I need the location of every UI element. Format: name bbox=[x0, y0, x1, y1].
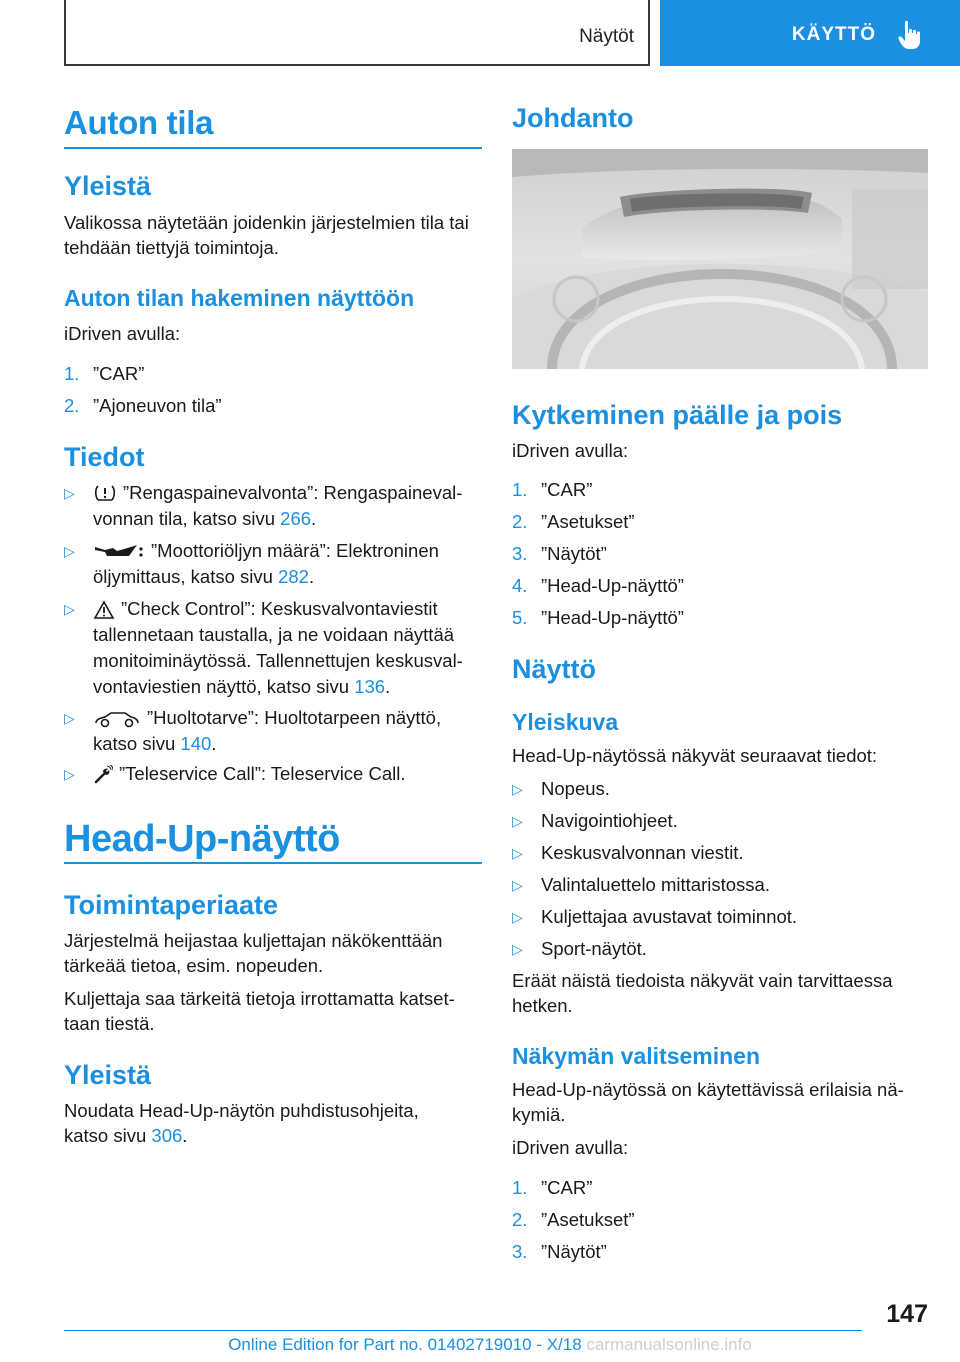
bullet-triangle-icon: ▷ bbox=[512, 877, 523, 893]
list-item: ▷ Kuljettajaa avustavat toiminnot. bbox=[512, 904, 928, 930]
header-chapter-tab bbox=[660, 0, 960, 66]
list-item: 2. ”Asetukset” bbox=[512, 1209, 635, 1230]
footer-edition: Online Edition for Part no. 01402719010 - X/18 carmanualsonline.info bbox=[228, 1335, 752, 1354]
fetch-intro: iDriven avulla: bbox=[64, 323, 181, 344]
page-link[interactable]: 306 bbox=[151, 1125, 183, 1146]
footer-rule bbox=[64, 1330, 862, 1331]
service-car-icon bbox=[93, 709, 141, 729]
oil-can-icon bbox=[93, 543, 145, 561]
list-item: ▷ Navigointiohjeet. bbox=[512, 808, 928, 834]
page-link[interactable]: 136 bbox=[354, 676, 386, 697]
bullet-triangle-icon: ▷ bbox=[64, 485, 75, 501]
list-item: ▷ Keskusvalvonnan viestit. bbox=[512, 840, 928, 866]
page-title: Auton tila bbox=[64, 104, 214, 141]
info-item-service: ▷ ”Huoltotarve”: Huoltotarpeen näyttö, katso sivu 140. bbox=[64, 707, 442, 754]
page-number: 147 bbox=[886, 1300, 928, 1328]
header-chapter-title: KÄYTTÖ bbox=[791, 24, 876, 45]
bullet-triangle-icon: ▷ bbox=[64, 543, 75, 559]
page-link[interactable]: 266 bbox=[280, 508, 312, 529]
wrench-call-icon bbox=[93, 765, 113, 785]
info-heading: Tiedot bbox=[64, 442, 145, 472]
hud-title: Head-Up-näyttö bbox=[64, 818, 340, 860]
principle-text-1: Järjestelmä heijastaa kuljettajan näkökenttään tärkeää tietoa, esim. nopeuden. bbox=[64, 930, 443, 976]
view-heading: Näkymän valitseminen bbox=[512, 1043, 761, 1069]
bullet-triangle-icon: ▷ bbox=[512, 909, 523, 925]
pointing-hand-icon bbox=[898, 20, 922, 50]
warning-triangle-icon bbox=[93, 600, 115, 620]
bullet-triangle-icon: ▷ bbox=[512, 941, 523, 957]
list-item: 1. ”CAR” bbox=[64, 363, 145, 384]
list-item: ▷ Sport-näytöt. bbox=[512, 936, 928, 962]
list-item: ▷ Valintaluettelo mittaristossa. bbox=[512, 872, 928, 898]
bullet-triangle-icon: ▷ bbox=[512, 781, 523, 797]
info-item-tire-pressure: ▷ ”Rengaspainevalvonta”: Rengaspaineval- vonnan tila, katso sivu 266. bbox=[64, 482, 463, 529]
general-text: Valikossa näytetään joidenkin järjestelmien tila tai tehdään tiettyjä toimintoja. bbox=[64, 212, 469, 258]
intro-heading: Johdanto bbox=[512, 103, 634, 133]
principle-text-2: Kuljettaja saa tärkeitä tietoja irrottamatta katset- taan tiestä. bbox=[64, 988, 455, 1034]
bullet-triangle-icon: ▷ bbox=[64, 766, 75, 782]
list-item: 4. ”Head-Up-näyttö” bbox=[512, 575, 684, 596]
display-heading: Näyttö bbox=[512, 654, 597, 684]
list-item: 5. ”Head-Up-näyttö” bbox=[512, 607, 684, 628]
info-item-check-control: ▷ ”Check Control”: Keskusvalvontaviestit tallennetaan taustalla, ja ne voidaan näyttää monitoiminäytössä. Tallennettujen keskusval- vontaviestien näyttö, katso sivu 136. bbox=[64, 598, 463, 697]
overview-note: Eräät näistä tiedoista näkyvät vain tarvittaessa hetken. bbox=[512, 970, 893, 1016]
head-up-display-photo bbox=[512, 149, 928, 369]
view-text: Head-Up-näytössä on käytettävissä erilaisia nä- kymiä. bbox=[512, 1079, 904, 1125]
list-item: 2. ”Ajoneuvon tila” bbox=[64, 395, 222, 416]
overview-heading: Yleiskuva bbox=[512, 709, 619, 735]
title-rule bbox=[64, 147, 482, 149]
page-link[interactable]: 140 bbox=[180, 733, 212, 754]
bullet-triangle-icon: ▷ bbox=[512, 845, 523, 861]
list-item: 1. ”CAR” bbox=[512, 479, 593, 500]
general-heading: Yleistä bbox=[64, 171, 152, 201]
view-intro: iDriven avulla: bbox=[512, 1137, 629, 1158]
fetch-heading: Auton tilan hakeminen näyttöön bbox=[64, 285, 415, 311]
tire-pressure-icon bbox=[93, 484, 117, 504]
switch-heading: Kytkeminen päälle ja pois bbox=[512, 400, 843, 430]
overview-intro: Head-Up-näytössä näkyvät seuraavat tiedot: bbox=[512, 745, 878, 766]
general2-heading: Yleistä bbox=[64, 1060, 152, 1090]
info-item-oil-level: ▷ ”Moottoriöljyn määrä”: Elektroninen öljymittaus, katso sivu 282. bbox=[64, 540, 439, 587]
general2-text: Noudata Head-Up-näytön puhdistusohjeita, katso sivu 306. bbox=[64, 1100, 419, 1146]
switch-intro: iDriven avulla: bbox=[512, 440, 629, 461]
bullet-triangle-icon: ▷ bbox=[64, 710, 75, 726]
list-item: ▷ Nopeus. bbox=[512, 776, 928, 802]
header-section-title: Näytöt bbox=[579, 26, 634, 47]
list-item: 3. ”Näytöt” bbox=[512, 543, 607, 564]
page-link[interactable]: 282 bbox=[278, 566, 309, 587]
list-item: 3. ”Näytöt” bbox=[512, 1241, 607, 1262]
hud-title-rule bbox=[64, 862, 482, 864]
principle-heading: Toimintaperiaate bbox=[64, 890, 279, 920]
info-item-teleservice: ▷ ”Teleservice Call”: Teleservice Call. bbox=[64, 761, 482, 787]
watermark: carmanualsonline.info bbox=[586, 1335, 752, 1354]
bullet-triangle-icon: ▷ bbox=[512, 813, 523, 829]
list-item: 2. ”Asetukset” bbox=[512, 511, 635, 532]
header-section-box bbox=[64, 0, 650, 66]
list-item: 1. ”CAR” bbox=[512, 1177, 593, 1198]
bullet-triangle-icon: ▷ bbox=[64, 601, 75, 617]
